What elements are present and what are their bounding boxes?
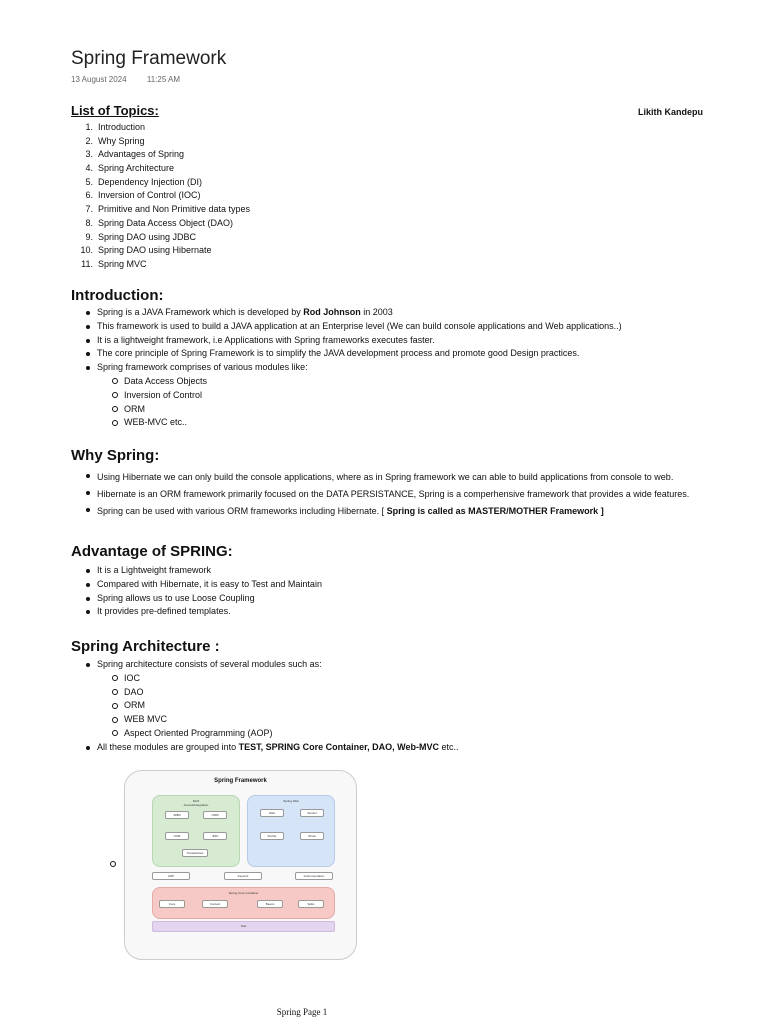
topic-item: 1. Introduction [85, 122, 146, 132]
module-box: Instrumentation [295, 872, 333, 880]
dao-label: DAO [192, 799, 200, 803]
sub-item: ORM [71, 403, 622, 417]
page-meta [71, 75, 198, 84]
topics-list [71, 121, 250, 272]
list-item: Hibernate is an ORM framework primarily focused on the DATA PERSISTANCE, Spring is a comperhensive framework that provides a wide features. [71, 486, 689, 503]
introduction-list [71, 306, 622, 375]
list-item: It is a Lightweight framework [71, 564, 322, 578]
topic-item: 7. Primitive and Non Primitive data types [85, 204, 251, 215]
introduction-modules [71, 375, 622, 430]
core-container-group [152, 887, 335, 919]
architecture-list [71, 658, 458, 672]
module-box: Portlet [260, 832, 284, 840]
module-box: Core [159, 900, 185, 908]
diagram-title: Spring Framework [214, 778, 267, 784]
module-box: JDBC [165, 811, 189, 819]
topic-item: 2. Why Spring [85, 135, 145, 146]
module-box: Aspects [224, 872, 262, 880]
list-item: Using Hibernate we can only build the console applications, where as in Spring framework we can able to build applications from console to web. [71, 469, 689, 486]
diagram-bullet [110, 861, 116, 867]
module-box: ORM [203, 811, 227, 819]
author-name: Likith Kandepu [638, 107, 703, 117]
list-item: It is a lightweight framework, i.e Applications with Spring frameworks executes faster. [71, 334, 622, 348]
why-spring-heading: Why Spring: [71, 447, 160, 464]
topic-item: 11. Spring MVC [81, 258, 147, 269]
architecture-list-2 [71, 741, 458, 755]
module-box: Web [260, 809, 284, 817]
topics-heading: List of Topics: [71, 103, 159, 118]
topic-item: 10. Spring DAO using Hibernate [80, 245, 212, 256]
dao-sublabel: Access/Integration [183, 803, 209, 807]
list-item: Spring architecture consists of several modules such as: [71, 658, 458, 672]
test-label: Test [240, 924, 247, 928]
topic-item: 5. Dependency Injection (DI) [85, 176, 203, 187]
sub-item: Aspect Oriented Programming (AOP) [71, 727, 458, 741]
why-spring-list [71, 469, 689, 520]
topic-item: 3. Advantages of Spring [85, 149, 185, 160]
module-box: Context [202, 900, 228, 908]
architecture-heading: Spring Architecture : [71, 638, 220, 655]
page-date: 13 August 2024 [71, 75, 127, 84]
advantage-list [71, 564, 322, 619]
web-label: Spring Web [283, 799, 299, 803]
topic-item: 8. Spring Data Access Object (DAO) [85, 217, 234, 228]
introduction-section [71, 306, 622, 430]
topic-item: 4. Spring Architecture [85, 163, 175, 174]
architecture-modules [71, 672, 458, 741]
module-box: AOP [152, 872, 190, 880]
introduction-heading: Introduction: [71, 287, 164, 304]
list-item: Spring framework comprises of various modules like: [71, 361, 622, 375]
sub-item: ORM [71, 699, 458, 713]
spring-framework-diagram [124, 770, 357, 960]
list-item: Spring is a JAVA Framework which is developed by Rod Johnson in 2003 [71, 306, 622, 320]
list-item: This framework is used to build a JAVA application at an Enterprise level (We can build console applications and Web applications..) [71, 320, 622, 334]
test-bar [152, 921, 335, 932]
architecture-section [71, 658, 458, 755]
page-footer: Spring Page 1 [276, 1007, 328, 1017]
sub-item: DAO [71, 686, 458, 700]
sub-item: Inversion of Control [71, 389, 622, 403]
module-box: Beans [257, 900, 283, 908]
topic-item: 9. Spring DAO using JDBC [85, 231, 197, 242]
advantage-heading: Advantage of SPRING: [71, 543, 233, 560]
page-time: 11:25 AM [146, 75, 181, 84]
sub-item: WEB-MVC etc.. [71, 416, 622, 430]
module-box: Transactions [182, 849, 208, 857]
why-spring-section [71, 469, 689, 520]
web-group [247, 795, 335, 867]
list-item: Spring allows us to use Loose Coupling [71, 592, 322, 606]
list-item: All these modules are grouped into TEST, SPRING Core Container, DAO, Web-MVC etc.. [71, 741, 458, 755]
list-item: It provides pre-defined templates. [71, 605, 322, 619]
module-box: Servlet [300, 809, 324, 817]
module-box: Struts [300, 832, 324, 840]
list-item: The core principle of Spring Framework is to simplify the JAVA development process and promote good Design practices. [71, 347, 622, 361]
list-item: Compared with Hibernate, it is easy to Test and Maintain [71, 578, 322, 592]
core-label: Spring Core Container [228, 891, 259, 895]
dao-group [152, 795, 240, 867]
module-box: SpEL [298, 900, 324, 908]
sub-item: WEB MVC [71, 713, 458, 727]
sub-item: IOC [71, 672, 458, 686]
module-box: JMS [203, 832, 227, 840]
advantage-section [71, 564, 322, 619]
list-item: Spring can be used with various ORM frameworks including Hibernate. [ Spring is called as MASTER/MOTHER Framework ] [71, 503, 689, 520]
module-box: OXM [165, 832, 189, 840]
page-title: Spring Framework [71, 48, 227, 69]
sub-item: Data Access Objects [71, 375, 622, 389]
topic-item: 6. Inversion of Control (IOC) [85, 190, 201, 201]
